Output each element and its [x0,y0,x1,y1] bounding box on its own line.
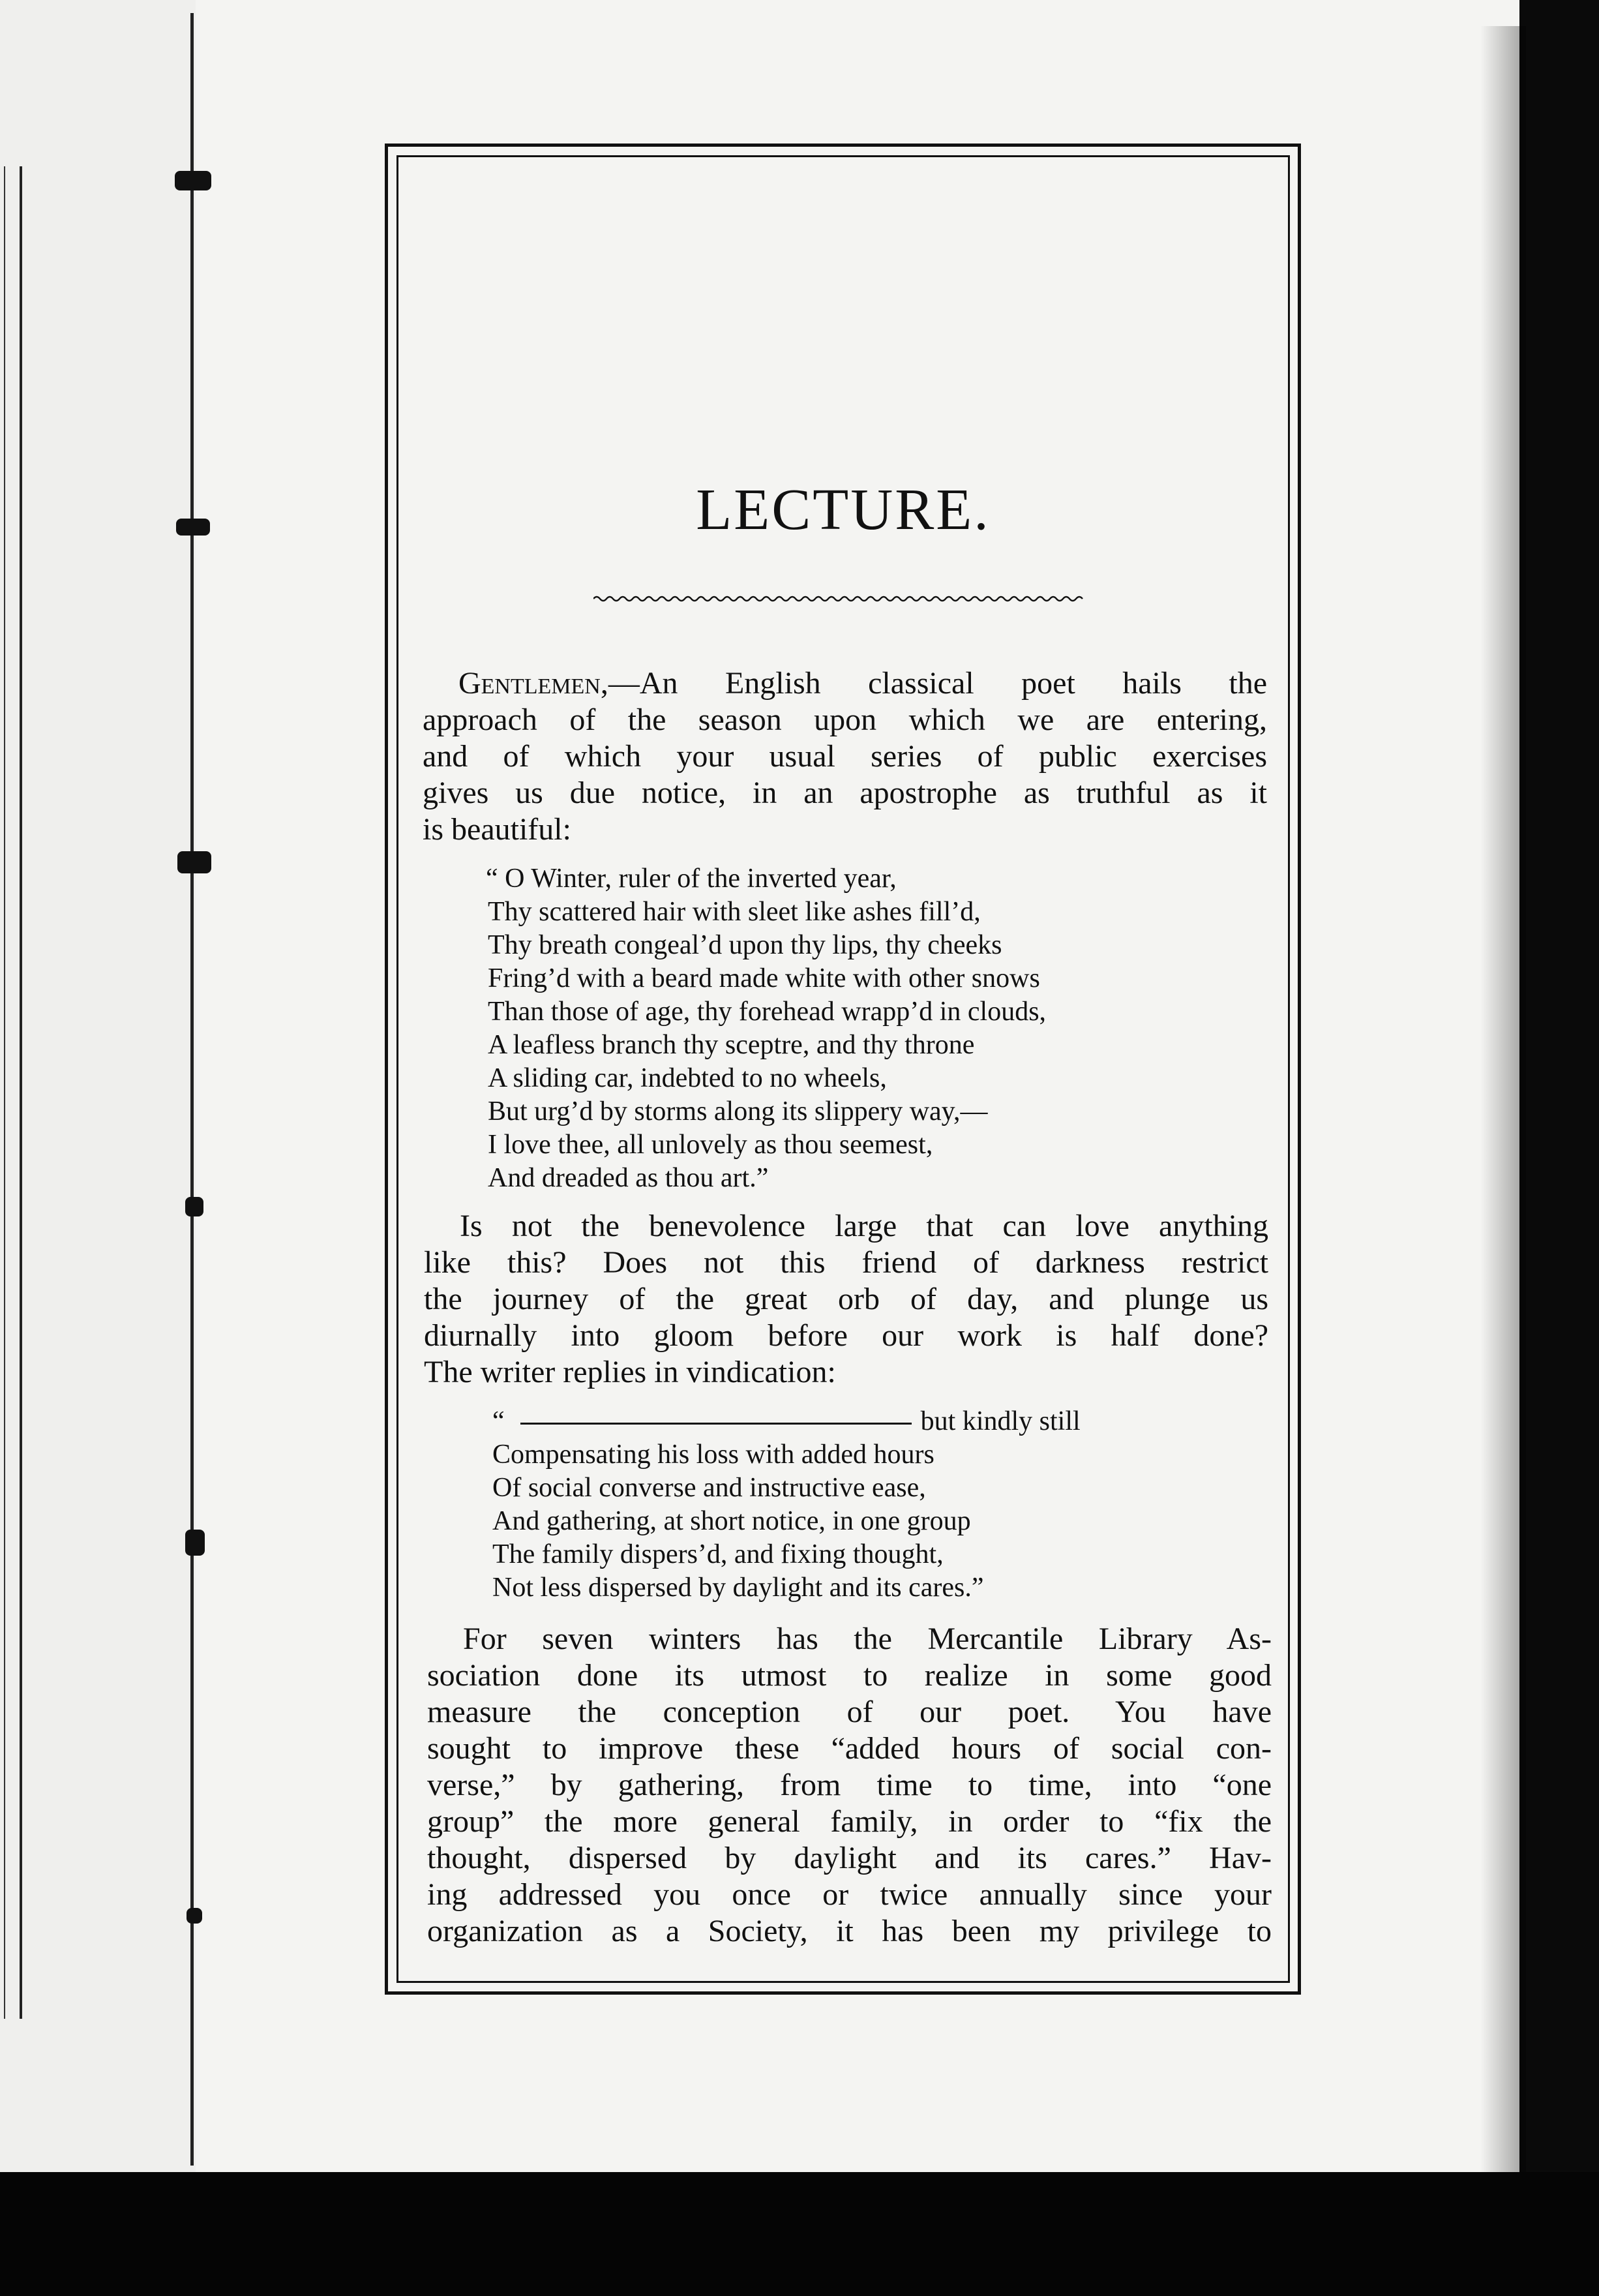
paragraph-line [423,665,1267,702]
paragraph-line: measure the conception of our poet. You have [427,1695,1272,1729]
binding-stitch [185,1197,203,1216]
verse-line: Of social converse and instructive ease, [492,1473,926,1503]
verse-line: Not less dispersed by daylight and its cares.” [492,1573,984,1603]
paragraph-line: The writer replies in vindication: [424,1355,836,1389]
page-title: LECTURE. [696,477,991,542]
left-page-edge [0,0,196,2179]
paragraph-1 [423,665,1267,848]
scan-background [0,2172,1599,2296]
binding-stitch [185,1530,205,1556]
verse-line: But urg’d by storms along its slippery way,— [488,1096,988,1126]
verse-line: A leafless branch thy sceptre, and thy throne [488,1030,975,1060]
verse-line: Than those of age, thy forehead wrapp’d in clouds, [488,997,1047,1027]
paragraph-line: and of which your usual series of public exercises [423,739,1267,774]
verse-line: And gathering, at short notice, in one group [492,1506,971,1536]
title-ornament-rule [593,592,1089,605]
binding-stitch [177,851,211,873]
binding-stitch [187,1908,202,1924]
verse-line: Compensating his loss with added hours [492,1440,934,1470]
binding-stitch [175,171,211,190]
verse-line: A sliding car, indebted to no wheels, [488,1063,887,1093]
facing-page-frame-edge [4,166,22,2019]
paragraph-2 [424,1208,1268,1391]
verse-line [492,1405,1081,1438]
paragraph-line: the journey of the great orb of day, and plunge us [424,1282,1268,1316]
paragraph-line-text: —An English classical poet hails the [608,666,1267,701]
verse-line-end: but kindly still [920,1406,1081,1436]
paragraph-line: is beautiful: [423,812,571,847]
open-quote: “ [492,1406,505,1436]
paragraph-line: gives us due notice, in an apostrophe as truthful as it [423,776,1267,810]
verse-line: I love thee, all unlovely as thou seemest, [488,1130,933,1160]
verse-quotation-2 [492,1405,1081,1605]
paragraph-3 [427,1621,1272,1950]
verse-line: Fring’d with a beard made white with other snows [488,963,1040,993]
paragraph-line: thought, dispersed by daylight and its cares.” Hav- [427,1841,1272,1875]
paragraph-line: For seven winters has the Mercantile Library As- [463,1622,1272,1656]
paragraph-line: like this? Does not this friend of darkness restrict [424,1245,1268,1280]
binding-stitch-line [190,13,194,2166]
paragraph-line: diurnally into gloom before our work is half done? [424,1318,1268,1353]
verse-line: Thy scattered hair with sleet like ashes fill’d, [488,897,981,927]
page-edge-shadow [1480,26,1526,2192]
verse-quotation-1 [488,862,1046,1195]
paragraph-line: ing addressed you once or twice annually since your [427,1877,1272,1912]
binding-stitch [176,519,210,536]
verse-line: Thy breath congeal’d upon thy lips, thy cheeks [488,930,1002,960]
paragraph-line: verse,” by gathering, from time to time, into “one [427,1768,1272,1802]
omission-rule [520,1423,912,1425]
paragraph-line: sought to improve these “added hours of social con- [427,1731,1272,1766]
verse-line: The family dispers’d, and fixing thought, [492,1539,944,1569]
salutation: Gentlemen, [458,666,608,701]
verse-line: And dreaded as thou art.” [488,1163,769,1193]
paragraph-line: approach of the season upon which we are entering, [423,702,1267,737]
verse-line: “ O Winter, ruler of the inverted year, [486,864,897,894]
paragraph-line: organization as a Society, it has been my privilege to [427,1914,1272,1948]
paragraph-line: Is not the benevolence large that can love anything [460,1209,1268,1243]
paragraph-line: sociation done its utmost to realize in some good [427,1658,1272,1693]
paragraph-line: group” the more general family, in order to “fix the [427,1804,1272,1839]
